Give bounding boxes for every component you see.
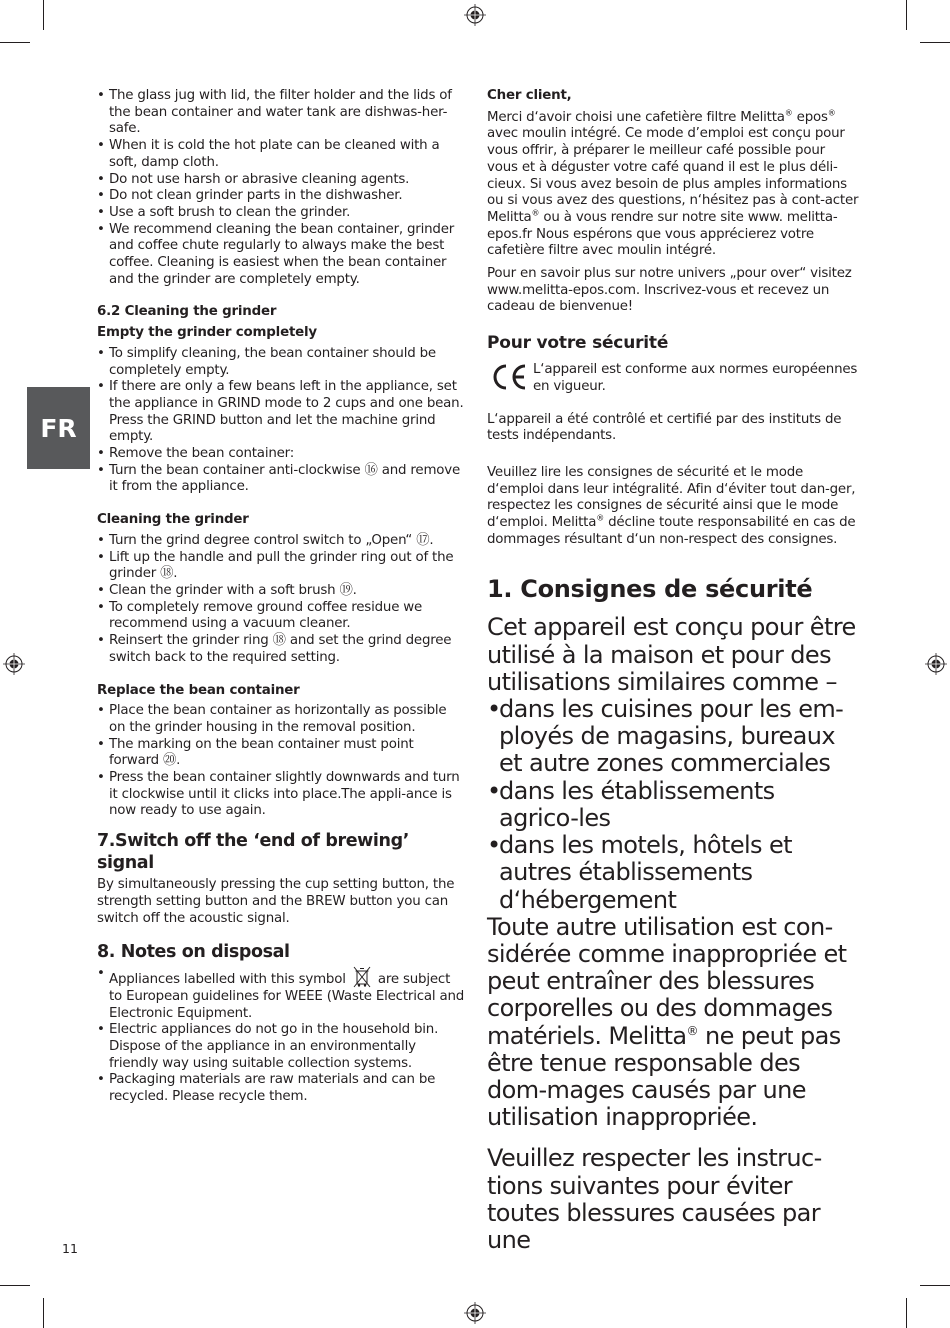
language-tab: FR [27, 387, 90, 469]
intended-use-list [487, 696, 859, 914]
disposal-list [97, 966, 465, 1106]
cleaning-grinder-list [97, 533, 465, 667]
list-item: • dans les établissements agrico-les [487, 778, 859, 832]
list-item: • When it is cold the hot plate can be cleaned with a soft, damp cloth. [97, 138, 465, 171]
list-item: • We recommend cleaning the bean container, grinder and coffee chute regularly to always make the best coffee. Cleaning is easiest when the bean container and the grinder are completely empty. [97, 222, 465, 289]
list-item: • Clean the grinder with a soft brush ⑲. [97, 583, 465, 600]
list-item: • The glass jug with lid, the filter holder and the lids of the bean container and water tank are dishwas-her-safe. [97, 88, 465, 138]
crop-mark [920, 42, 950, 43]
list-item: • Turn the grind degree control switch to „Open“ ⑰. [97, 533, 465, 550]
crop-mark [920, 1285, 950, 1286]
list-item: • Remove the bean container: [97, 446, 465, 463]
crop-mark [0, 42, 30, 43]
list-item: • Lift up the handle and pull the grinder ring out of the grinder ⑱. [97, 550, 465, 583]
right-column [487, 88, 859, 1254]
empty-grinder-heading: Empty the grinder completely [97, 325, 317, 341]
read-instructions-paragraph: Veuillez lire les consignes de sécurité et le mode d‘emploi dans leur intégralité. Afin d‘éviter tout dan-ger, respectez les consignes de sécurité ainsi que le mode d‘emploi. Melitta® décline toute responsabilité en cas de dommages résultant d‘un non-respect des consignes. [487, 464, 856, 547]
list-item: • Place the bean container as horizontally as possible on the grinder housing in the removal position. [97, 703, 465, 736]
section-7-text: By simultaneously pressing the cup setting button, the strength setting button and the BREW button you can switch off the acoustic signal. [97, 877, 455, 926]
list-item: • To simplify cleaning, the bean container should be completely empty. [97, 346, 465, 379]
crop-mark [43, 0, 44, 30]
section-7-heading: 7.Switch off the ‘end of brewing’ signal [97, 831, 409, 874]
registration-mark-icon [925, 653, 947, 675]
intro-paragraph: Merci d‘avoir choisi une cafetière filtre Melitta® epos® avec moulin intégré. Ce mode d’emploi est conçu pour vous offrir, à préparer le meilleur café possible pour vous et à déguster votre café quand il est le plus déli-cieux. Si vous avez besoin de plus amples informations ou si vous avez des questions, n‘hésitez pas à cont-acter Melitta® ou à vous rendre sur notre site www. melitta-epos.fr Nous espérons que vous apprécierez votre cafetière filtre avec moulin intégré. [487, 108, 859, 259]
section-8-heading: 8. Notes on disposal [97, 942, 290, 963]
cleaning-grinder-heading: Cleaning the grinder [97, 512, 249, 528]
empty-grinder-list [97, 346, 465, 496]
cleaning-notes-list [97, 88, 465, 288]
tested-paragraph: L‘appareil a été contrôlé et certifié par des instituts de tests indépendants. [487, 411, 842, 444]
crossed-bin-icon [352, 966, 372, 988]
disposal-text-after: are subject to European guidelines for WEEE (Waste Electrical and Electronic Equipment. [109, 972, 465, 1021]
replace-container-list [97, 703, 465, 820]
crop-mark [43, 1298, 44, 1328]
crop-mark [0, 1285, 30, 1286]
ce-statement [487, 362, 859, 395]
safety-heading: Pour votre sécurité [487, 333, 669, 354]
instructions-paragraph: Veuillez respecter les instruc-tions suivantes pour éviter toutes blessures causées par une [487, 1144, 822, 1254]
replace-container-heading: Replace the bean container [97, 682, 300, 698]
intended-use-text [487, 614, 859, 1254]
disposal-text-before: Appliances labelled with this symbol [109, 972, 346, 988]
other-use-paragraph: Toute autre utilisation est con-sidérée comme inappropriée et peut entraîner des blessures corporelles ou des dommages matériels. Melitta® ne peut pas être tenue responsable des dom-mages causés par une utilisation inappropriée. [487, 912, 847, 1132]
intended-use-intro: Cet appareil est conçu pour être utilisé à la maison et pour des utilisations similaires comme – [487, 613, 856, 696]
section-1-heading: 1. Consignes de sécurité [487, 575, 813, 604]
list-item: • The marking on the bean container must point forward ⑳. [97, 737, 465, 770]
list-item: • Packaging materials are raw materials and can be recycled. Please recycle them. [97, 1072, 465, 1105]
left-column [97, 88, 465, 1106]
list-item: • Use a soft brush to clean the grinder. [97, 205, 465, 222]
pour-over-paragraph: Pour en savoir plus sur notre univers „pour over“ visitez www.melitta-epos.com. Inscrivez-vous et recevez un cadeau de bienvenue! [487, 266, 852, 315]
list-item: • To completely remove ground coffee residue we recommend using a vacuum cleaner. [97, 600, 465, 633]
crop-mark [906, 1298, 907, 1328]
list-item: • Do not use harsh or abrasive cleaning agents. [97, 172, 465, 189]
registration-mark-icon [464, 4, 486, 26]
ce-text: L‘appareil est conforme aux normes européennes en vigueur. [533, 362, 858, 394]
list-item: • dans les motels, hôtels et autres établissements d‘hébergement [487, 832, 859, 914]
list-item: • Reinsert the grinder ring ⑱ and set the grind degree switch back to the required setting. [97, 633, 465, 666]
section-6-2-heading: 6.2 Cleaning the grinder [97, 304, 277, 320]
list-item: • dans les cuisines pour les em-ployés de magasins, bureaux et autre zones commerciales [487, 696, 859, 778]
registration-mark-icon [464, 1302, 486, 1324]
page-number: 11 [62, 1241, 78, 1256]
list-item [97, 966, 465, 1022]
list-item: • Turn the bean container anti-clockwise ⑯ and remove it from the appliance. [97, 463, 465, 496]
ce-mark-icon [487, 362, 533, 392]
list-item: • Press the bean container slightly downwards and turn it clockwise until it clicks into place.The appli-ance is now ready to use again. [97, 770, 465, 820]
greeting-heading: Cher client, [487, 88, 572, 103]
list-item: • Electric appliances do not go in the household bin. Dispose of the appliance in an environmentally friendly way using suitable collection systems. [97, 1022, 465, 1072]
list-item: • Do not clean grinder parts in the dishwasher. [97, 188, 465, 205]
list-item: • If there are only a few beans left in the appliance, set the appliance in GRIND mode to 2 cups and one bean. Press the GRIND button and let the machine grind empty. [97, 379, 465, 446]
registration-mark-icon [3, 653, 25, 675]
crop-mark [906, 0, 907, 30]
